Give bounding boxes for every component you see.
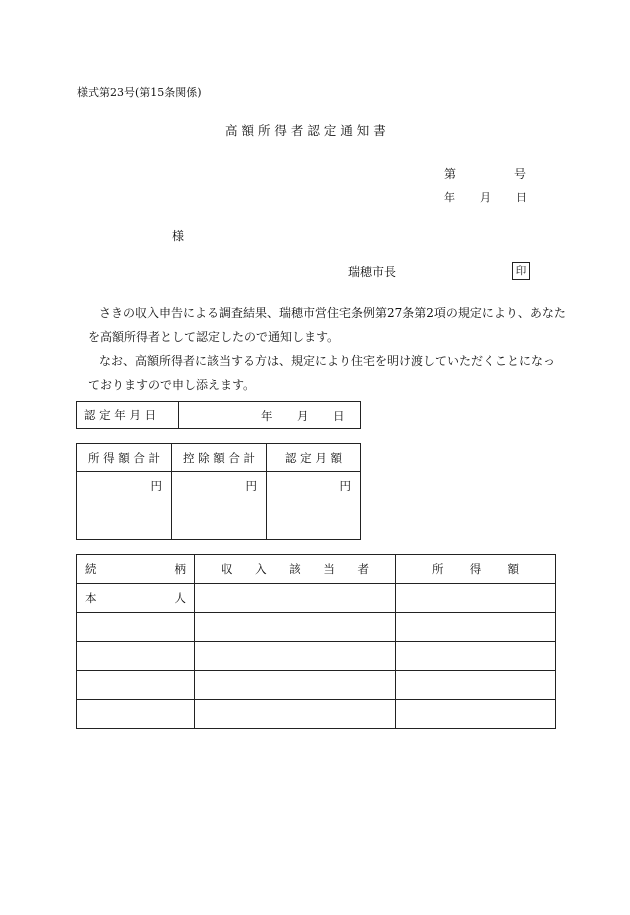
relation-char: 人 (174, 591, 186, 605)
income-cell (396, 700, 556, 729)
table-row (77, 584, 556, 613)
cert-date-day: 日 (333, 409, 345, 423)
header-person-char: 者 (357, 562, 369, 576)
table-row (77, 671, 556, 700)
header-income-char: 額 (507, 562, 519, 576)
header-person-char: 収 (221, 562, 233, 576)
table-row (77, 642, 556, 671)
date-month-label: 月 (480, 191, 491, 204)
header-relation-char: 続 (85, 562, 97, 576)
header-person-char: 該 (289, 562, 301, 576)
header-income-char: 所 (432, 562, 444, 576)
header-income-person (195, 555, 396, 584)
certified-monthly-cell (267, 472, 361, 540)
income-cell (396, 584, 556, 613)
ref-go: 号 (514, 167, 527, 181)
yen-unit: 円 (150, 479, 162, 493)
seal-mark: 印 (512, 262, 530, 280)
income-cell (396, 613, 556, 642)
cert-date-month: 月 (297, 409, 309, 423)
yen-unit: 円 (245, 479, 257, 493)
recipient-suffix: 様 (172, 229, 185, 243)
header-total-deduction: 控 除 額 合 計 (172, 444, 267, 472)
paragraph-2-line-2: ておりますので申し添えます。 (88, 378, 256, 392)
header-relation-char: 柄 (174, 562, 186, 576)
ref-dai: 第 (444, 167, 457, 181)
relation-cell (77, 642, 195, 671)
header-income-amount (396, 555, 556, 584)
cert-date-table (76, 401, 361, 429)
paragraph-1-line-2: を高額所得者として認定したので通知します。 (88, 330, 340, 344)
header-total-income: 所 得 額 合 計 (77, 444, 172, 472)
person-cell (195, 700, 396, 729)
relation-cell (77, 584, 195, 613)
income-cell (396, 642, 556, 671)
document-title: 高 額 所 得 者 認 定 通 知 書 (225, 123, 386, 138)
relation-cell (77, 700, 195, 729)
paragraph-1-line-1: さきの収入申告による調査結果、瑞穂市営住宅条例第27条第2項の規定により、あなた (99, 306, 566, 320)
header-income-char: 得 (469, 562, 482, 576)
person-cell (195, 584, 396, 613)
header-person-char: 当 (323, 562, 335, 576)
form-number: 様式第23号(第15条関係) (77, 86, 202, 99)
paragraph-2-line-1: なお、高額所得者に該当する方は、規定により住宅を明け渡していただくことになっ (99, 354, 556, 368)
total-income-cell (77, 472, 172, 540)
date-year-label: 年 (444, 191, 455, 204)
person-cell (195, 613, 396, 642)
header-relation (77, 555, 195, 584)
issuer-name: 瑞穂市長 (348, 265, 397, 279)
household-table (76, 554, 556, 729)
header-certified-monthly: 認 定 月 額 (267, 444, 361, 472)
cert-date-year: 年 (261, 409, 273, 423)
total-deduction-cell (172, 472, 267, 540)
relation-cell (77, 613, 195, 642)
person-cell (195, 671, 396, 700)
header-person-char: 入 (255, 562, 267, 576)
person-cell (195, 642, 396, 671)
amount-table (76, 443, 361, 540)
yen-unit: 円 (339, 479, 351, 493)
cert-date-value (179, 402, 361, 429)
table-row (77, 700, 556, 729)
cert-date-label: 認 定 年 月 日 (77, 402, 179, 429)
income-cell (396, 671, 556, 700)
table-row (77, 613, 556, 642)
date-day-label: 日 (516, 191, 527, 204)
relation-char: 本 (85, 591, 97, 605)
relation-cell (77, 671, 195, 700)
